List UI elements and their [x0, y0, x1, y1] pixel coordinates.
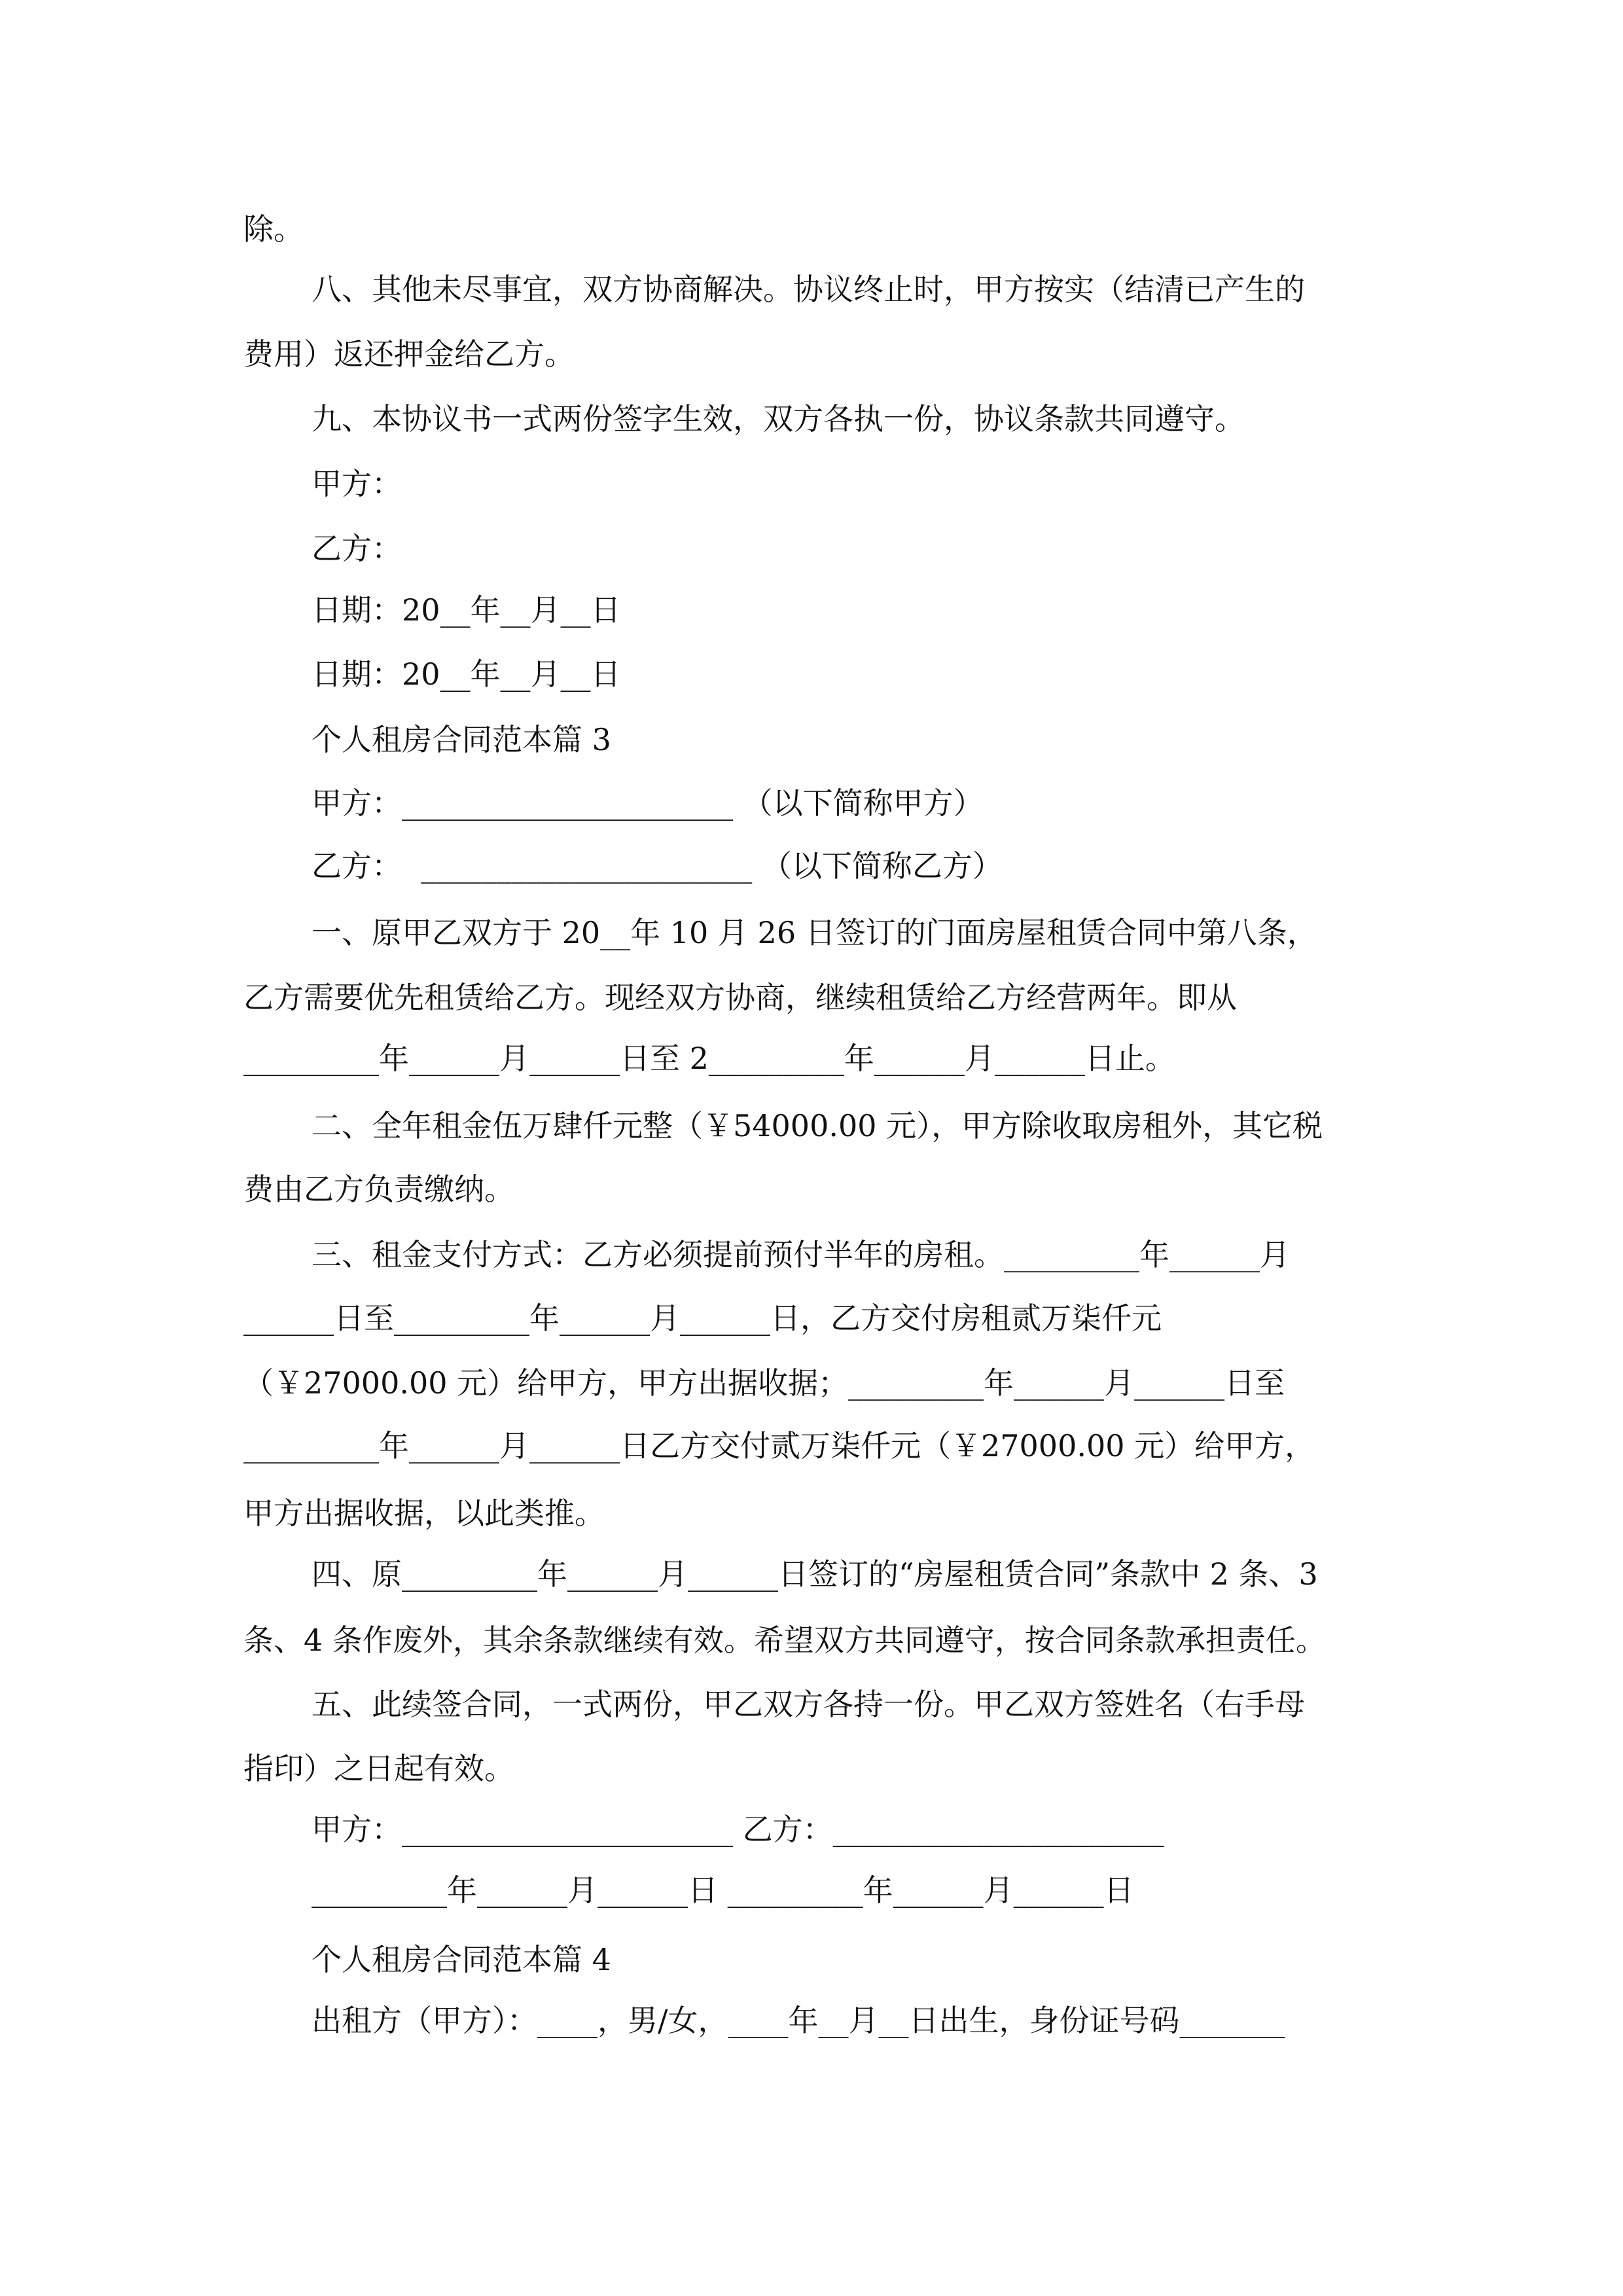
text-line-6: 乙方： — [312, 531, 402, 566]
text-line-25: 指印）之日起有效。 — [243, 1751, 514, 1786]
text-line-19: （￥27000.00 元）给甲方，甲方出据收据；_________年______月______日至 — [243, 1365, 1285, 1401]
text-line-15: 二、全年租金伍万肆仟元整（￥54000.00 元），甲方除收取房租外，其它税 — [312, 1108, 1323, 1143]
text-line-23: 条、4 条作废外，其余条款继续有效。希望双方共同遵守，按合同条款承担责任。 — [243, 1623, 1326, 1658]
text-line-20: _________年______月______日乙方交付贰万柒仟元（￥27000.00 元）给甲方， — [243, 1428, 1315, 1463]
section-heading-3: 个人租房合同范本篇 3 — [312, 722, 611, 757]
text-line-10: 甲方：______________________ （以下简称甲方） — [312, 785, 984, 821]
text-line-16: 费由乙方负责缴纳。 — [243, 1172, 514, 1207]
text-line-5: 甲方： — [312, 466, 402, 501]
text-line-12: 一、原甲乙双方于 20__年 10 月 26 日签订的门面房屋租赁合同中第八条， — [312, 915, 1317, 950]
section-heading-4: 个人租房合同范本篇 4 — [312, 1942, 611, 1977]
text-line-14: _________年______月______日至 2_________年______月______日止。 — [243, 1041, 1175, 1076]
text-line-8: 日期：20__年__月__日 — [312, 656, 621, 692]
text-line-11: 乙方： ______________________ （以下简称乙方） — [312, 848, 1003, 884]
text-line-1: 除。 — [243, 211, 304, 247]
text-line-2: 八、其他未尽事宜，双方协商解决。协议终止时，甲方按实（结清已产生的 — [312, 272, 1305, 307]
text-line-3: 费用）返还押金给乙方。 — [243, 336, 575, 372]
text-line-17: 三、租金支付方式：乙方必须提前预付半年的房租。_________年______月 — [312, 1237, 1290, 1272]
text-line-13: 乙方需要优先租赁给乙方。现经双方协商，继续租赁给乙方经营两年。即从 — [243, 980, 1237, 1015]
text-line-21: 甲方出据收据，以此类推。 — [243, 1496, 605, 1531]
text-line-22: 四、原_________年______月______日签订的“房屋租赁合同”条款中 2 条、3 — [312, 1556, 1318, 1592]
text-line-4: 九、本协议书一式两份签字生效，双方各执一份，协议条款共同遵守。 — [312, 401, 1245, 437]
text-line-24: 五、此续签合同，一式两份，甲乙双方各持一份。甲乙双方签姓名（右手母 — [312, 1687, 1305, 1722]
text-line-27: _________年______月______日 _________年______月______日 — [312, 1873, 1134, 1908]
text-line-29: 出租方（甲方）：____，男/女，____年__月__日出生，身份证号码_______ — [312, 2003, 1285, 2038]
text-line-7: 日期：20__年__月__日 — [312, 592, 621, 628]
text-line-18: ______日至_________年______月______日，乙方交付房租贰万柒仟元 — [243, 1300, 1162, 1336]
text-line-26: 甲方：______________________ 乙方：______________________ — [312, 1812, 1164, 1847]
